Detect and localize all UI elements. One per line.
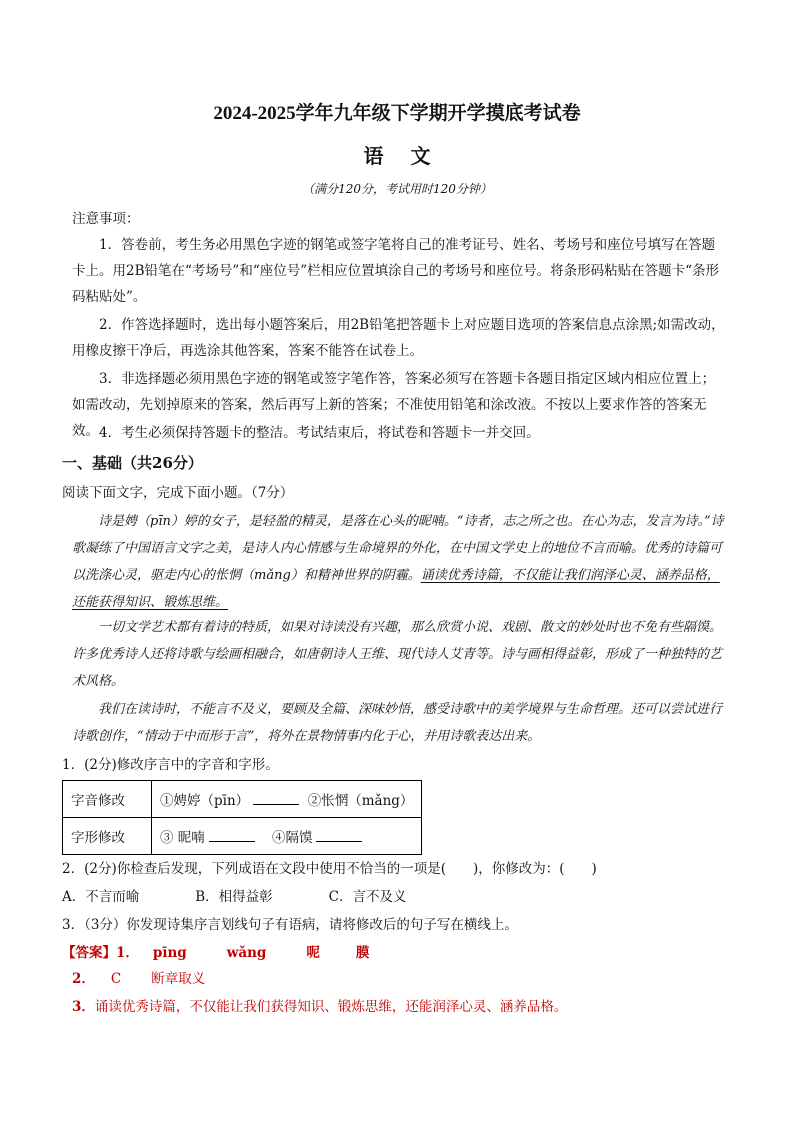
- answer-blank: [209, 827, 255, 842]
- exam-title: 2024-2025学年九年级下学期开学摸底考试卷: [213, 103, 581, 124]
- notice-item-4: 4．考生必须保持答题卡的整洁。考试结束后，将试卷和答题卡一并交回。: [99, 425, 540, 441]
- item-2: ②怅惘（mǎng）: [307, 793, 414, 809]
- answer-number: 1．: [116, 945, 139, 961]
- subject-title: 语 文: [363, 144, 441, 168]
- answer-value: 膜: [355, 945, 370, 961]
- option-b: B．相得益彰: [195, 889, 273, 905]
- table-cell: [152, 818, 422, 855]
- notice-heading: 注意事项：: [72, 211, 140, 227]
- question-2-stem: 2．(2分)你检查后发现，下列成语在文段中使用不恰当的一项是( )，你修改为：( ): [62, 861, 597, 877]
- passage-paragraph-3: 我们在读诗时，不能言不及义，要顾及全篇、深味妙悟，感受诗歌中的美学境界与生命哲理。还可以尝试进行诗歌创作，“情动于中而形于言”，将外在景物情事内化于心，并用诗歌表达出来。: [72, 702, 723, 744]
- answer-value: wǎng: [226, 945, 267, 961]
- reading-intro: 阅读下面文字，完成下面小题。（7分）: [62, 485, 294, 501]
- passage-paragraph-2: 一切文学艺术都有着诗的特质，如果对诗读没有兴趣，那么欣赏小说、戏剧、散文的妙处时也不免有些隔馍。许多优秀诗人还将诗歌与绘画相融合，如唐朝诗人王维、现代诗人艾青等。诗与画相得益彰，形成了一种独特的艺术风格。: [72, 620, 723, 689]
- answer-line-3: [72, 994, 726, 1020]
- answer-blank: [316, 827, 362, 842]
- answer-value: C: [110, 971, 122, 987]
- answer-value: pīng: [152, 945, 187, 961]
- notice-item-1: 1．答卷前，考生务必用黑色字迹的钢笔或签字笔将自己的准考证号、姓名、考场号和座位号填写在答题卡上。用2B铅笔在“考场号”和“座位号”栏相应位置填涂自己的考场号和座位号。将条形码粘贴在答题卡“条形码粘贴处”。: [72, 237, 720, 305]
- section-heading: 一、基础（共26分）: [62, 454, 203, 472]
- item-4: ④隔馍: [271, 830, 313, 846]
- table-cell: [152, 781, 422, 818]
- notice-item-2: 2．作答选择题时，选出每小题答案后，用2B铅笔把答题卡上对应题目选项的答案信息点涂黑;如需改动，用橡皮擦干净后，再选涂其他答案，答案不能答在试卷上。: [72, 317, 725, 359]
- answer-value: 呢: [306, 945, 320, 961]
- score-note: （满分120分，考试用时120分钟）: [302, 182, 492, 196]
- row-label-pronunciation: 字音修改: [63, 781, 152, 818]
- question-1-stem: 1．(2分)修改序言中的字音和字形。: [62, 757, 279, 773]
- answer-number: 3．: [72, 999, 95, 1015]
- question-3-stem: 3．（3分）你发现诗集序言划线句子有语病，请将修改后的句子写在横线上。: [62, 917, 518, 933]
- answer-line-2: [72, 966, 726, 992]
- item-1: ①娉婷（pīn）: [160, 793, 250, 809]
- passage-underlined-sentence: 诵读优秀诗篇，不仅能让我们润泽心灵、涵养品格，还能获得知识、锻炼思维。: [72, 568, 720, 610]
- option-c: C．言不及义: [328, 889, 407, 905]
- passage-paragraph-1: [72, 508, 726, 616]
- question-2-options: [62, 884, 716, 910]
- item-3: ③ 昵喃: [160, 830, 205, 846]
- answer-line-1: [62, 940, 716, 966]
- correction-table: [62, 780, 422, 855]
- option-a: A．不言而喻: [62, 889, 140, 905]
- table-row: [63, 818, 422, 855]
- answer-value: 诵读优秀诗篇，不仅能让我们获得知识、锻炼思维，还能润泽心灵、涵养品格。: [94, 999, 568, 1015]
- notice-item-3: 3．非选择题必须用黑色字迹的钢笔或签字笔作答，答案必须写在答题卡各题目指定区域内相应位置上；如需改动，先划掉原来的答案，然后再写上新的答案；不准使用铅笔和涂改液。不按以上要求作答的答案无效。: [72, 371, 716, 439]
- passage-p1-text: 诗是娉（pīn）婷的女子，是轻盈的精灵，是落在心头的昵喃。“诗者，志之所之也。在心为志，发言为诗。”诗歌凝练了中国语言文字之美，是诗人内心情感与生命境界的外化，在中国文学史上的地位不言而喻。优秀的诗篇可以洗涤心灵，驱走内心的怅惘（mǎng）和精神世界的阴霾。: [72, 514, 724, 583]
- row-label-character: 字形修改: [63, 818, 152, 855]
- table-row: [63, 781, 422, 818]
- answer-value: 断章取义: [151, 971, 206, 987]
- answer-blank: [253, 790, 299, 805]
- answer-number: 2．: [72, 971, 95, 987]
- answer-label: 【答案】: [62, 945, 116, 961]
